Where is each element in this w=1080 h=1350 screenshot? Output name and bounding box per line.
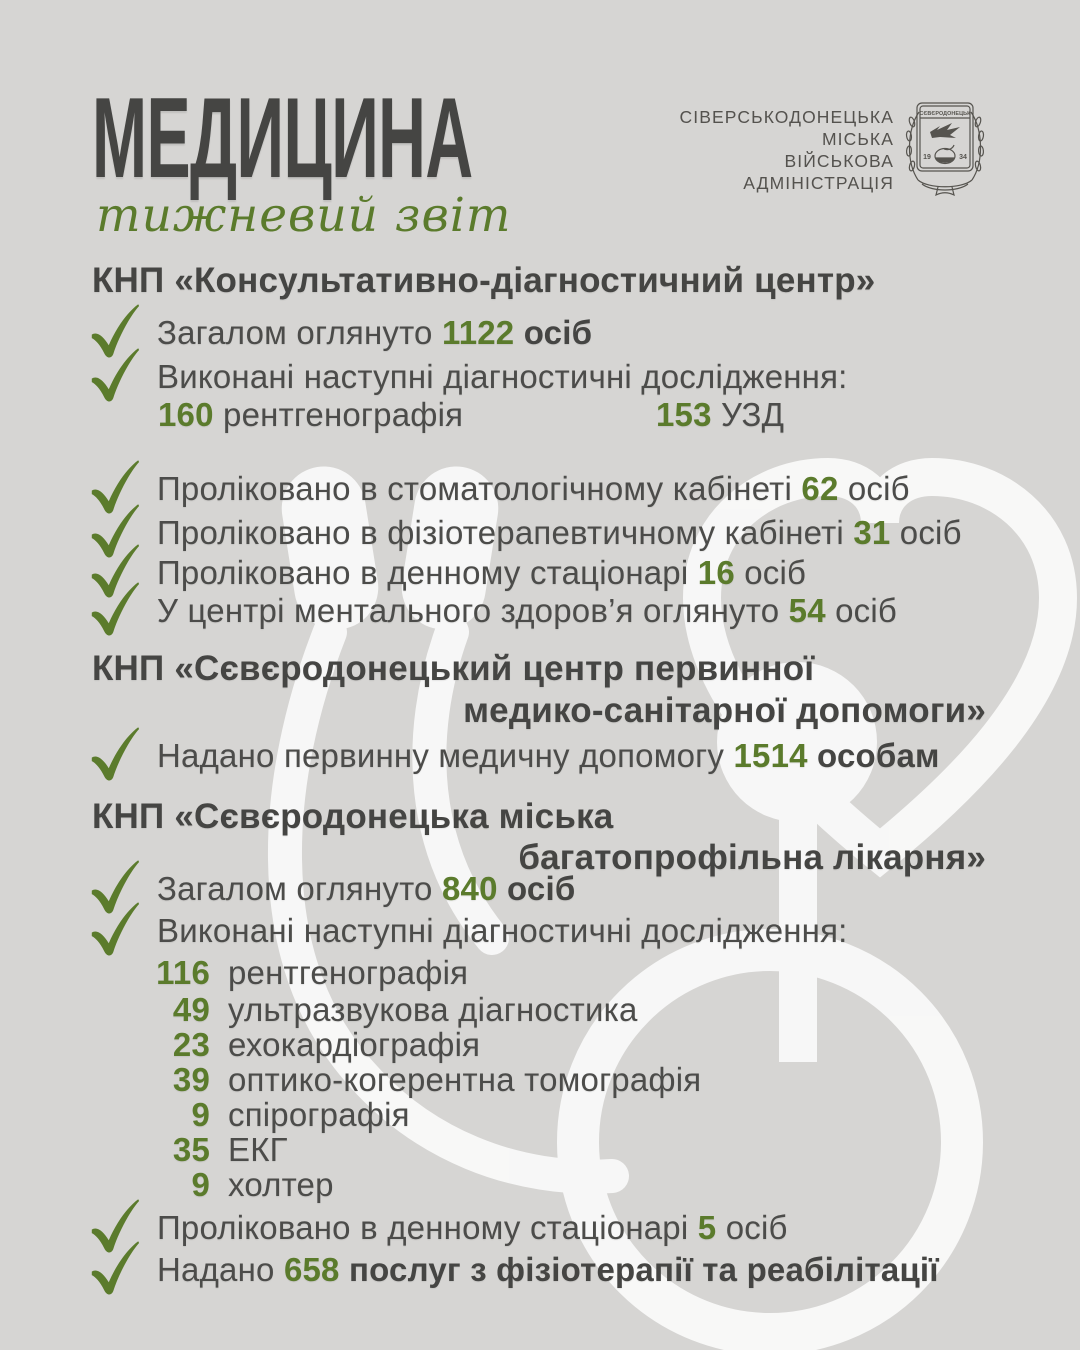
item-suffix: осіб [734,554,807,591]
item-text: Надано [157,1251,284,1288]
item-number: 5 [697,1209,717,1246]
check-item-dental [90,468,910,515]
admin-line: ВІЙСЬКОВА [784,151,894,171]
admin-line: СІВЕРСЬКОДОНЕЦЬКА [679,107,894,127]
item-text: Проліковано в денному стаціонарі [157,1209,698,1246]
diagnostic-label: рентгенографія [228,954,469,991]
item-number: 31 [853,514,891,551]
check-icon [90,581,140,637]
item-suffix: осіб [716,1209,788,1246]
emblem-city-name: СЄВЄРОДОНЕЦЬК [919,111,971,117]
section2-heading-line2: медико-санітарної допомоги» [463,691,986,730]
item-text: Проліковано в стоматологічному кабінеті [157,470,802,507]
diagnostic-count: 116 [156,954,210,991]
diagnostic-label: спірографія [228,1096,410,1133]
check-icon [90,726,140,782]
item-suffix: осіб [838,470,910,507]
diagnostic-label: холтер [228,1166,334,1203]
section2-heading-line1: КНП «Сєвєродонецький центр первинної [92,649,815,688]
check-icon [90,347,140,403]
diagnostic-row [118,1164,334,1205]
item-number: 658 [283,1251,340,1288]
item-text: У центрі ментального здоров’я оглянуто [157,592,789,629]
section1-heading: КНП «Консультативно-діагностичний центр» [92,261,876,300]
diagnostic-count: 35 [172,1131,210,1168]
diagnostic-pair [158,396,463,433]
check-item-primary-care [90,735,940,782]
city-emblem-icon [899,96,991,196]
diagnostic-count: 9 [191,1166,210,1203]
diagnostic-label: ехокардіографія [228,1026,481,1063]
item-text: Загалом оглянуто [157,870,442,907]
item-text: Виконані наступні діагностичні дослідження: [157,358,848,395]
item-text: Загалом оглянуто [157,314,442,351]
admin-line: МІСЬКА [821,129,894,149]
diagnostic-pair [656,394,784,435]
item-number: 1122 [441,314,515,351]
item-text: Проліковано в фізіотерапевтичному кабінеті [157,514,854,551]
emblem-year-left: 19 [923,154,931,161]
item-suffix: осіб [890,514,962,551]
emblem-bird-icon [930,123,960,138]
admin-line: АДМІНІСТРАЦІЯ [743,173,894,193]
diagnostic-label: УЗД [721,396,785,433]
item-suffix: осіб [825,592,898,629]
section3-heading-line1: КНП «Сєвєродонецька міська [92,797,614,836]
diagnostic-row [118,952,468,993]
check-item-total-examined-1 [90,312,592,359]
check-item-total-examined-2 [90,868,575,915]
check-item-mental-health [90,590,897,637]
item-suffix: особам [807,737,940,774]
page-title: МЕДИЦИНА [92,75,473,202]
diagnostic-label: рентгенографія [223,396,464,433]
check-item-physio-rehab-services [90,1249,939,1296]
item-number: 54 [788,592,826,629]
diagnostic-count: 153 [656,396,712,433]
item-number: 1514 [733,737,808,774]
diagnostic-count: 49 [172,991,210,1028]
item-number: 16 [697,554,735,591]
item-text: Виконані наступні діагностичні дослідження: [157,912,848,949]
diagnostic-count: 39 [172,1061,210,1098]
diagnostic-label: ЕКГ [228,1131,288,1168]
page-subtitle: тижневий звіт [96,188,512,243]
check-icon [90,1240,140,1296]
diagnostics-inline [158,394,785,435]
diagnostic-count: 9 [191,1096,210,1133]
diagnostic-count: 23 [172,1026,210,1063]
item-number: 62 [801,470,839,507]
item-text: Надано первинну медичну допомогу [157,737,734,774]
item-number: 840 [441,870,498,907]
emblem-year-right: 34 [959,154,967,161]
item-suffix: осіб [514,314,593,351]
check-item-diagnostics-2 [90,910,848,957]
diagnostic-label: ультразвукова діагностика [228,991,638,1028]
diagnostic-count: 160 [158,396,214,433]
check-icon [90,901,140,957]
diagnostic-label: оптико-когерентна томографія [228,1061,702,1098]
section3-heading-line2: багатопрофільна лікарня» [518,838,986,877]
administration-name [680,106,894,194]
item-suffix: послуг з фізіотерапії та реабілітації [339,1251,939,1288]
check-item-day-hospital-2 [90,1207,788,1254]
item-suffix: осіб [497,870,576,907]
item-text: Проліковано в денному стаціонарі [157,554,698,591]
